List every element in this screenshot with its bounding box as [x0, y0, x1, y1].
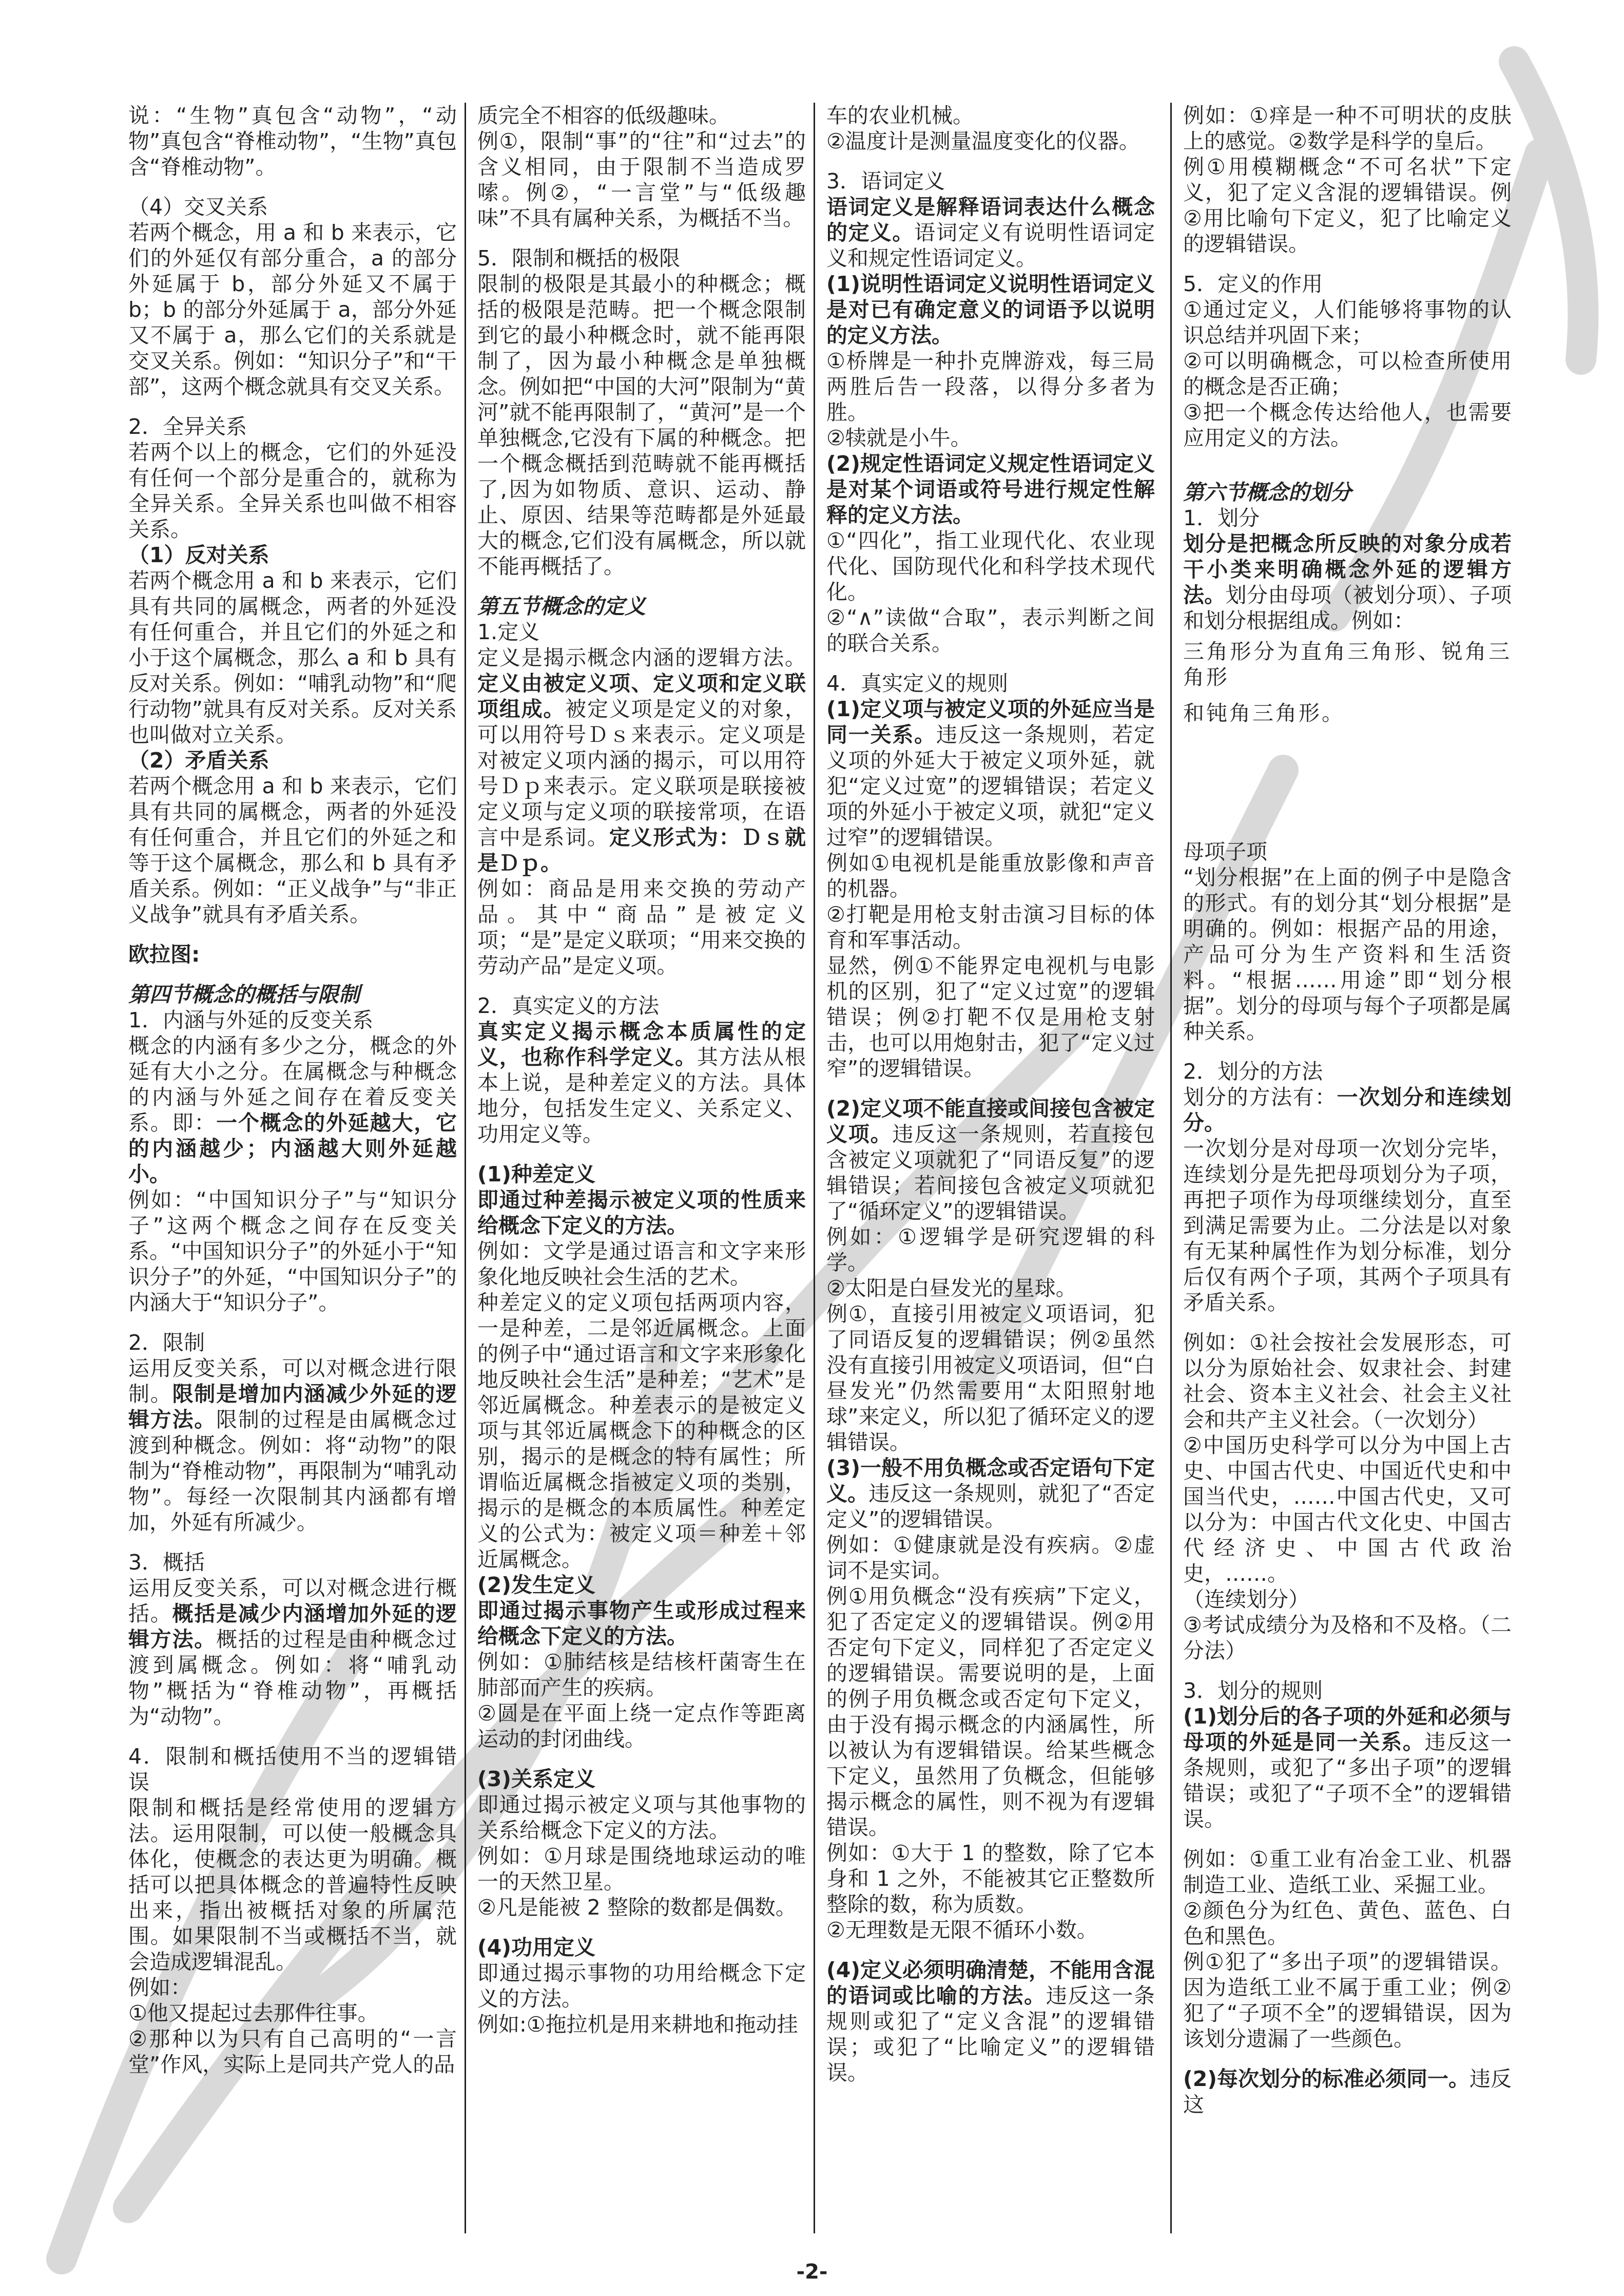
blank-line	[477, 579, 806, 594]
bold-text: (3)关系定义	[477, 1767, 596, 1791]
blank-line	[1183, 1044, 1512, 1059]
paragraph: ③考试成绩分为及格和不及格。（二分法）	[1183, 1613, 1512, 1663]
text: 运用反变关系，可以对概念进行限制。	[128, 1356, 457, 1406]
paragraph: 例如：①痒是一种不可明状的皮肤上的感觉。②数学是科学的皇后。	[1183, 103, 1512, 154]
paragraph: 若两个概念用 a 和 b 来表示，它们具有共同的属概念，两者的外延没有任何重合，并且它们的外延之和小于这个属概念，那么 a 和 b 具有反对关系。例如：“哺乳动物”和“爬行动物”就具有反对关系。反对关系也叫做对立关系。	[128, 568, 457, 747]
text: 概念的内涵有多少之分，概念的外延有大小之分。在属概念与种概念的内涵与外延之间存在着反变关系。即：	[128, 1034, 457, 1135]
column-4	[1183, 103, 1512, 2117]
paragraph: 例如：①大于 1 的整数，除了它本身和 1 之外，不能被其它正整数所整除的数，称为质数。	[826, 1841, 1155, 1917]
bold-text: 概括是减少内涵增加外延的逻辑方法。	[128, 1601, 457, 1652]
text: 违反这一条规则，若直接包含被定义项就犯了“同语反复”的逻辑错误；若间接包含被定义项就犯了“循环定义”的逻辑错误。	[826, 1122, 1155, 1223]
blank-line	[1183, 1832, 1512, 1846]
text: 违反这一条规则或犯了“定义含混”的逻辑错误；或犯了“比喻定义”的逻辑错误。	[826, 1983, 1155, 2085]
bold-text: (1)划分后的各子项的外延和必须与母项的外延是同一关系。	[1183, 1704, 1512, 1754]
blank-line	[1183, 2052, 1512, 2066]
bold-text: 限制是增加内涵减少外延的逻辑方法。	[128, 1382, 457, 1432]
paragraph	[1183, 531, 1512, 634]
paragraph: 5．定义的作用	[1183, 272, 1323, 296]
paragraph	[1183, 2066, 1512, 2117]
paragraph: ②“∧”读做“合取”，表示判断之间的联合关系。	[826, 605, 1155, 656]
text: 划分由母项（被划分项）、子项和划分根据组成。例如：	[1183, 583, 1512, 633]
paragraph: 例如：文学是通过语言和文字来形象化地反映社会生活的艺术。	[477, 1239, 806, 1289]
bold-text: （2）矛盾关系	[128, 748, 269, 773]
bold-text: (1)定义项与被定义项的外延应当是同一关系。	[826, 697, 1155, 747]
paragraph: 质完全不相容的低级趣味。	[477, 103, 730, 128]
paragraph: 例如：“中国知识分子”与“知识分子”这两个概念之间存在反变关系。“中国知识分子”的外延小于“知识分子”的外延，“中国知识分子”的内涵大于“知识分子”。	[128, 1188, 457, 1315]
blank-line	[128, 180, 457, 194]
text: 划分的方法有：	[1183, 1085, 1337, 1109]
bold-text: 语词定义是解释语词表达什么概念的定义。	[826, 195, 1155, 245]
text: 概括的过程是由种概念过渡到属概念。例如：将“哺乳动物”概括为“脊椎动物”，再概括为“动物”。	[128, 1627, 457, 1729]
paragraph: ①通过定义，人们能够将事物的认识总结并巩固下来；	[1183, 297, 1512, 348]
paragraph: 一次划分是对母项一次划分完毕，连续划分是先把母项划分为子项，再把子项作为母项继续划分，直至到满足需要为止。二分法是以对象有无某种属性作为划分标准，划分后仅有两个子项，其两个子项具有矛盾关系。	[1183, 1136, 1512, 1315]
column-divider	[465, 103, 466, 2233]
blank-line	[1183, 465, 1512, 480]
paragraph: 若两个以上的概念，它们的外延没有任何一个部分是重合的，就称为全异关系。全异关系也叫做不相容关系。	[128, 440, 457, 542]
paragraph	[826, 194, 1155, 271]
column-divider	[814, 103, 815, 2233]
text: 语词定义有说明性语词定义和规定性语词定义。	[826, 220, 1155, 271]
paragraph: 例如：①逻辑学是研究逻辑的科学。	[826, 1224, 1155, 1275]
paragraph: 例①，直接引用被定义项语词，犯了同语反复的逻辑错误；例②虽然没有直接引用被定义项语词，但“白昼发光”仍然需要用“太阳照射地球”来定义，所以犯了循环定义的逻辑错误。	[826, 1302, 1155, 1455]
text: 其方法从根本上说，是种差定义的方法。具体地分，包括发生定义、关系定义、功用定义等。	[477, 1045, 806, 1146]
paragraph: 例如：①肺结核是结核杆菌寄生在肺部而产生的疾病。	[477, 1650, 806, 1700]
bold-text: (4)功用定义	[477, 1935, 596, 1960]
column-3	[826, 103, 1155, 2085]
bold-text: 一次划分和连续划分。	[1183, 1085, 1512, 1135]
paragraph: 2．全异关系	[128, 414, 247, 439]
paragraph: ②无理数是无限不循环小数。	[826, 1918, 1098, 1942]
bold-text: 欧拉图:	[128, 942, 200, 967]
bold-text: (1)说明性语词定义说明性语词定义是对已有确定意义的词语予以说明的定义方法。	[826, 272, 1155, 348]
bold-text: (2)规定性语词定义规定性语词定义是对某个词语或符号进行规定性解释的定义方法。	[826, 451, 1155, 527]
paragraph	[1183, 1704, 1512, 1832]
blank-line	[477, 231, 806, 245]
paragraph: 三角形分为直角三角形、锐角三角形	[1183, 639, 1512, 690]
blank-line	[128, 927, 457, 942]
blank-line	[128, 1729, 457, 1744]
bold-text: (2)发生定义	[477, 1573, 596, 1597]
text: 运用反变关系，可以对概念进行概括。	[128, 1576, 457, 1626]
paragraph: 若两个概念用 a 和 b 来表示，它们具有共同的属概念，两者的外延没有任何重合，并且它们的外延之和等于这个属概念，那么和 b 具有矛盾关系。例如：“正义战争”与“非正义战争”就具有矛盾关系。	[128, 774, 457, 927]
paragraph: （4）交叉关系	[128, 195, 268, 219]
text: 被定义项是定义的对象，可以用符号Ｄｓ来表示。定义项是对被定义项内涵的揭示，可以用符号Ｄｐ来表示。定义联项是联接被定义项与定义项的联接常项，在语言中是系词。	[477, 697, 806, 850]
blank-line	[826, 154, 1155, 168]
blank-line	[826, 656, 1155, 671]
paragraph: ②犊就是小牛。	[826, 426, 972, 450]
paragraph	[477, 645, 806, 876]
text: 违反这	[1183, 2067, 1512, 2117]
section-heading: 第六节概念的划分	[1183, 480, 1351, 505]
paragraph: 4．真实定义的规则	[826, 671, 1009, 696]
paragraph: 例如①电视机是能重放影像和声音的机器。	[826, 851, 1155, 901]
paragraph: 1.定义	[477, 620, 540, 644]
paragraph: 3．概括	[128, 1550, 205, 1575]
section-heading: 第五节概念的定义	[477, 594, 646, 619]
paragraph: 2．划分的方法	[1183, 1059, 1323, 1084]
blank-line	[826, 1943, 1155, 1957]
bold-text: (1)种差定义	[477, 1162, 596, 1187]
paragraph: 说：“生物”真包含“动物”，“动物”真包含“脊椎动物”，“生物”真包含“脊椎动物”。	[128, 103, 457, 179]
bold-text: 定义由被定义项、定义项和定义联项组成。	[477, 671, 806, 721]
section-heading: 第四节概念的概括与限制	[128, 982, 360, 1007]
blank-line	[128, 1535, 457, 1549]
paragraph	[477, 1161, 806, 1187]
paragraph: 1．内涵与外延的反变关系	[128, 1008, 374, 1032]
bold-text: 定义形式为：Ｄｓ就是Ｄｐ。	[477, 825, 806, 875]
paragraph	[477, 1935, 806, 1960]
paragraph: 例如：①重工业有冶金工业、机器制造工业、造纸工业、采掘工业。	[1183, 1847, 1512, 1897]
paragraph: 例如：①月球是围绕地球运动的唯一的天然卫星。	[477, 1844, 806, 1894]
paragraph: 5．限制和概括的极限	[477, 246, 681, 271]
paragraph: 2．限制	[128, 1330, 205, 1355]
paragraph: 例如：	[128, 1975, 191, 2000]
blank-line	[1183, 451, 1512, 465]
paragraph: 显然，例①不能界定电视机与电影机的区别，犯了“定义过宽”的逻辑错误；例②打靶不仅是用枪支射击，也可以用炮射击，犯了“定义过窄”的逻辑错误。	[826, 953, 1155, 1081]
blank-line	[128, 967, 457, 982]
paragraph: 3．划分的规则	[1183, 1678, 1323, 1703]
paragraph: 即通过揭示被定义项与其他事物的关系给概念下定义的方法。	[477, 1792, 806, 1843]
bold-text: (2)每次划分的标准必须同一。	[1183, 2067, 1470, 2091]
text: 限制的过程是由属概念过渡到种概念。例如：将“动物”的限制为“脊椎动物”，再限制为“哺乳动物”。每经一次限制其内涵都有增加，外延有所减少。	[128, 1407, 457, 1535]
paragraph: ②凡是能被 2 整除的数都是偶数。	[477, 1895, 797, 1920]
paragraph: 若两个概念，用 a 和 b 来表示，它们的外延仅有部分重合，a 的部分外延属于 b，部分外延又不属于 b；b 的部分外延属于 a，部分外延又不属于 a，那么它们的关系就是交叉关系。例如：“知识分子”和“干部”，这两个概念就具有交叉关系。	[128, 220, 457, 399]
blank-line	[477, 1752, 806, 1766]
paragraph: ②打靶是用枪支射击演习目标的体育和军事活动。	[826, 902, 1155, 952]
paragraph: ①“四化”，指工业现代化、农业现代化、国防现代化和科学技术现代化。	[826, 528, 1155, 604]
paragraph: 2．真实定义的方法	[477, 993, 660, 1018]
paragraph	[477, 1598, 806, 1649]
paragraph: 3．语词定义	[826, 169, 945, 194]
page-number: -2-	[796, 2260, 828, 2284]
blank-line	[128, 399, 457, 414]
paragraph: 母项子项	[1183, 839, 1267, 864]
paragraph	[128, 1033, 457, 1187]
paragraph: 例①犯了“多出子项”的逻辑错误。因为造纸工业不属于重工业；例②犯了“子项不全”的逻辑错误，因为该划分遗漏了一些颜色。	[1183, 1949, 1512, 2051]
bold-text: 即通过揭示事物产生或形成过程来给概念下定义的方法。	[477, 1598, 806, 1649]
paragraph	[128, 942, 457, 967]
column-1	[128, 103, 457, 2077]
paragraph	[477, 1187, 806, 1238]
paragraph	[826, 696, 1155, 850]
paragraph	[477, 1019, 806, 1147]
blank-line	[1183, 1663, 1512, 1678]
blank-line	[128, 1315, 457, 1330]
paragraph: 和钝角三角形。	[1183, 701, 1345, 725]
paragraph	[477, 1766, 806, 1792]
blank-line	[477, 1920, 806, 1935]
paragraph: 例①，限制“事”的“往”和“过去”的含义相同，由于限制不当造成罗嗦。例②，“一言堂”与“低级趣味”不具有属种关系，为概括不当。	[477, 129, 806, 231]
blank-line	[477, 1147, 806, 1161]
paragraph: ①他又提起过去那件往事。	[128, 2001, 379, 2025]
paragraph	[128, 1575, 457, 1729]
paragraph: ②可以明确概念，可以检查所使用的概念是否正确；	[1183, 349, 1512, 399]
paragraph: 种差定义的定义项包括两项内容，一是种差，二是邻近属概念。上面的例子中“通过语言和文字来形象化地反映社会生活”是种差；“艺术”是邻近属概念。种差表示的是被定义项与其邻近属概念下的种概念的区别，揭示的是概念的特有属性；所谓临近属概念指被定义项的类别，揭示的是概念的本质属性。种差定义的公式为：被定义项＝种差＋邻近属概念。	[477, 1290, 806, 1572]
paragraph: 例①用模糊概念“不可名状”下定义，犯了定义含混的逻辑错误。例②用比喻句下定义，犯了比喻定义的逻辑错误。	[1183, 155, 1512, 256]
paragraph: 车的农业机械。	[826, 103, 974, 128]
paragraph	[826, 1096, 1155, 1224]
paragraph: ②太阳是白昼发光的星球。	[826, 1276, 1077, 1300]
paragraph	[477, 1572, 806, 1598]
paragraph: ②中国历史科学可以分为中国上古史、中国古代史、中国近代史和中国当代史，……中国古代史，又可以分为：中国古代文化史、中国古代经济史、中国古代政治史，……。	[1183, 1433, 1512, 1586]
column-divider	[1170, 103, 1172, 2233]
paragraph	[1183, 1084, 1512, 1136]
paragraph	[128, 1355, 457, 1535]
bold-text: (3)一般不用负概念或否定语句下定义。	[826, 1456, 1155, 1506]
bold-text: 即通过种差揭示被定义项的性质来给概念下定义的方法。	[477, 1188, 806, 1238]
text: 定义是揭示概念内涵的逻辑方法。	[477, 645, 806, 670]
bold-text: 一个概念的外延越大，它的内涵越少；内涵越大则外延越小。	[128, 1111, 457, 1187]
blank-line	[477, 979, 806, 993]
paragraph: ②那种以为只有自己高明的“一言堂”作风，实际上是同共产党人的品	[128, 2026, 457, 2077]
paragraph: 即通过揭示事物的功用给概念下定义的方法。	[477, 1961, 806, 2011]
paragraph: 例如：商品是用来交换的劳动产品。其中“商品”是被定义项；“是”是定义联项；“用来交换的劳动产品”是定义项。	[477, 876, 806, 978]
paragraph: ②颜色分为红色、黄色、蓝色、白色和黑色。	[1183, 1898, 1512, 1948]
blank-line	[1183, 257, 1512, 271]
paragraph	[826, 1455, 1155, 1532]
paragraph	[826, 451, 1155, 528]
bold-text: （1）反对关系	[128, 543, 269, 567]
paragraph	[128, 748, 457, 773]
text: 违反这一条规则，或犯了“多出子项”的逻辑错误；或犯了“子项不全”的逻辑错误。	[1183, 1730, 1512, 1831]
paragraph: ②温度计是测量温度变化的仪器。	[826, 129, 1140, 154]
paragraph: “划分根据”在上面的例子中是隐含的形式。有的划分其“划分根据”是明确的。例如：根据产品的用途，产品可分为生产资料和生活资料。“根据……用途”即“划分根据”。划分的母项与每个子项都是属种关系。	[1183, 865, 1512, 1044]
bold-text: 划分是把概念所反映的对象分成若干小类来明确概念外延的逻辑方法。	[1183, 531, 1512, 607]
paragraph: 4．限制和概括使用不当的逻辑错误	[128, 1744, 457, 1794]
paragraph: 1．划分	[1183, 506, 1260, 530]
bold-text: 真实定义揭示概念本质属性的定义，也称作科学定义。	[477, 1019, 806, 1069]
text: 违反这一条规则，就犯了“否定定义”的逻辑错误。	[826, 1481, 1155, 1532]
paragraph: （连续划分）	[1183, 1587, 1309, 1612]
blank-line	[826, 1081, 1155, 1096]
paragraph: ①桥牌是一种扑克牌游戏，每三局两胜后告一段落，以得分多者为胜。	[826, 349, 1155, 425]
paragraph	[128, 542, 457, 568]
paragraph: 限制的极限是其最小的种概念；概括的极限是范畴。把一个概念限制到它的最小种概念时，就不能再限制了，因为最小种概念是单独概念。例如把“中国的大河”限制为“黄河”就不能再限制了，“黄河”是一个单独概念,它没有下属的种概念。把一个概念概括到范畴就不能再概括了,因为如物质、意识、运动、静止、原因、结果等范畴都是外延最大的概念,它们没有属概念，所以就不能再概括了。	[477, 272, 806, 579]
column-2	[477, 103, 806, 2037]
paragraph: 例如：①社会按社会发展形态，可以分为原始社会、奴隶社会、封建社会、资本主义社会、社会主义社会和共产主义社会。（一次划分）	[1183, 1330, 1512, 1432]
text: 违反这一条规则，若定义项的外延大于被定义项外延，就犯“定义过宽”的逻辑错误；若定义项的外延小于被定义项，就犯“定义过窄”的逻辑错误。	[826, 722, 1155, 850]
bold-text: (2)定义项不能直接或间接包含被定义项。	[826, 1096, 1155, 1146]
paragraph	[826, 271, 1155, 348]
paragraph: 例如：①健康就是没有疾病。②虚词不是实词。	[826, 1533, 1155, 1583]
figure-space	[1183, 736, 1512, 839]
paragraph: 例①用负概念“没有疾病”下定义，犯了否定定义的逻辑错误。例②用否定句下定义，同样犯了否定定义的逻辑错误。需要说明的是，上面的例子用负概念或否定句下定义，由于没有揭示概念的内涵属性，所以被认为有逻辑错误。给某些概念下定义，虽然用了负概念，但能够揭示概念的属性，则不视为有逻辑错误。	[826, 1584, 1155, 1840]
paragraph: 例如:①拖拉机是用来耕地和拖动挂	[477, 2012, 798, 2037]
bold-text: (4)定义必须明确清楚，不能用含混的语词或比喻的方法。	[826, 1958, 1155, 2008]
blank-line	[1183, 1315, 1512, 1330]
paragraph: ②圆是在平面上绕一定点作等距离运动的封闭曲线。	[477, 1701, 806, 1751]
paragraph	[826, 1957, 1155, 2085]
paragraph: 限制和概括是经常使用的逻辑方法。运用限制，可以使一般概念具体化，使概念的表达更为明确。概括可以把具体概念的普遍特性反映出来，指出被概括对象的所属范围。如果限制不当或概括不当，就会造成逻辑混乱。	[128, 1795, 457, 1974]
paragraph: ③把一个概念传达给他人，也需要应用定义的方法。	[1183, 400, 1512, 450]
